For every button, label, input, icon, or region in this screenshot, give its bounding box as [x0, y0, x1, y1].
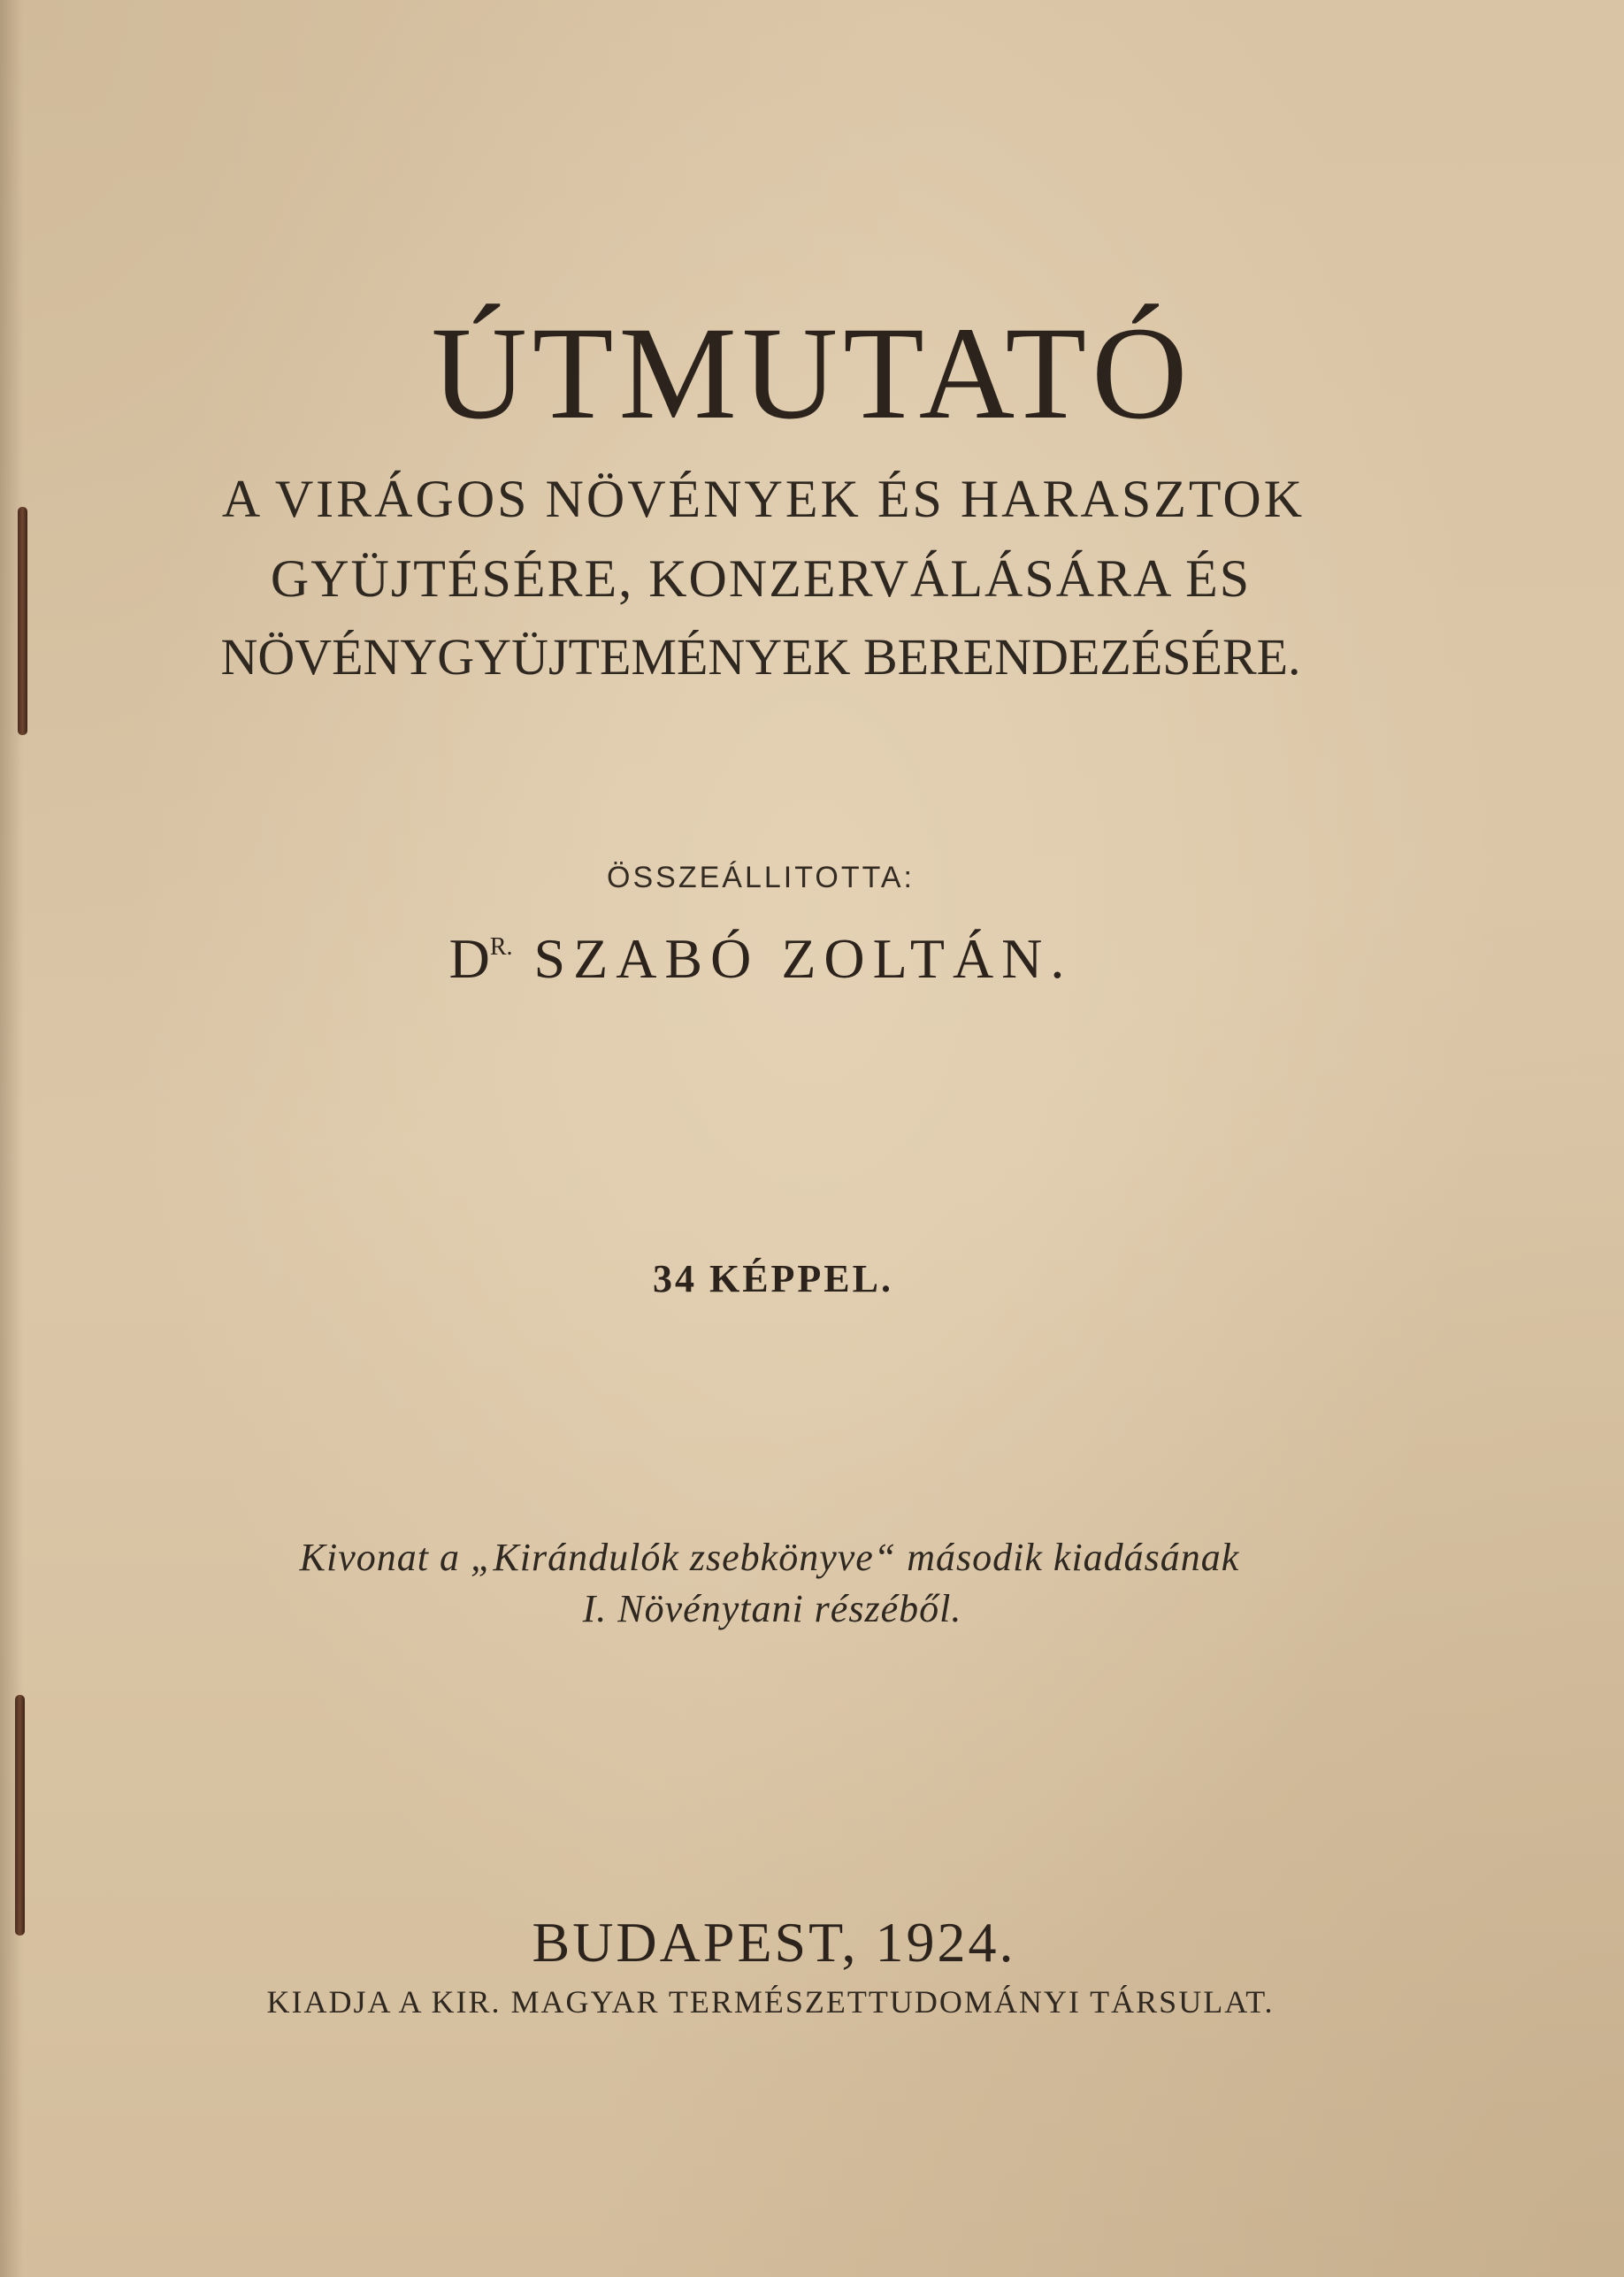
- author-title-prefix: D: [448, 927, 490, 990]
- subtitle-line-1: A VIRÁGOS NÖVÉNYEK ÉS HARASZTOK: [221, 470, 1306, 528]
- cover-title: ÚTMUTATÓ: [431, 300, 1193, 447]
- publisher-line: KIADJA A KIR. MAGYAR TERMÉSZETTUDOMÁNYI TÁRSULAT.: [266, 1984, 1275, 2020]
- images-note: 34 KÉPPEL.: [652, 1257, 894, 1300]
- binding-stitch-top: [18, 507, 27, 735]
- place-and-year: BUDAPEST, 1924.: [532, 1911, 1016, 1974]
- author-line: [0, 916, 1521, 991]
- compiled-by-label: ÖSSZEÁLLITOTTA:: [607, 861, 915, 894]
- author-name: SZABÓ ZOLTÁN.: [533, 927, 1073, 990]
- subtitle-line-3: NÖVÉNYGYÜJTEMÉNYEK BERENDEZÉSÉRE.: [220, 628, 1301, 686]
- subtitle-line-2: GYÜJTÉSÉRE, KONZERVÁLÁSÁRA ÉS: [270, 549, 1252, 608]
- excerpt-line-2: I. Növénytani részéből.: [582, 1587, 962, 1630]
- excerpt-line-1: Kivonat a „Kirándulók zsebkönyve“ második kiadásának: [299, 1536, 1240, 1579]
- author-title-superscript: R.: [489, 933, 513, 961]
- binding-stitch-bottom: [15, 1695, 25, 1936]
